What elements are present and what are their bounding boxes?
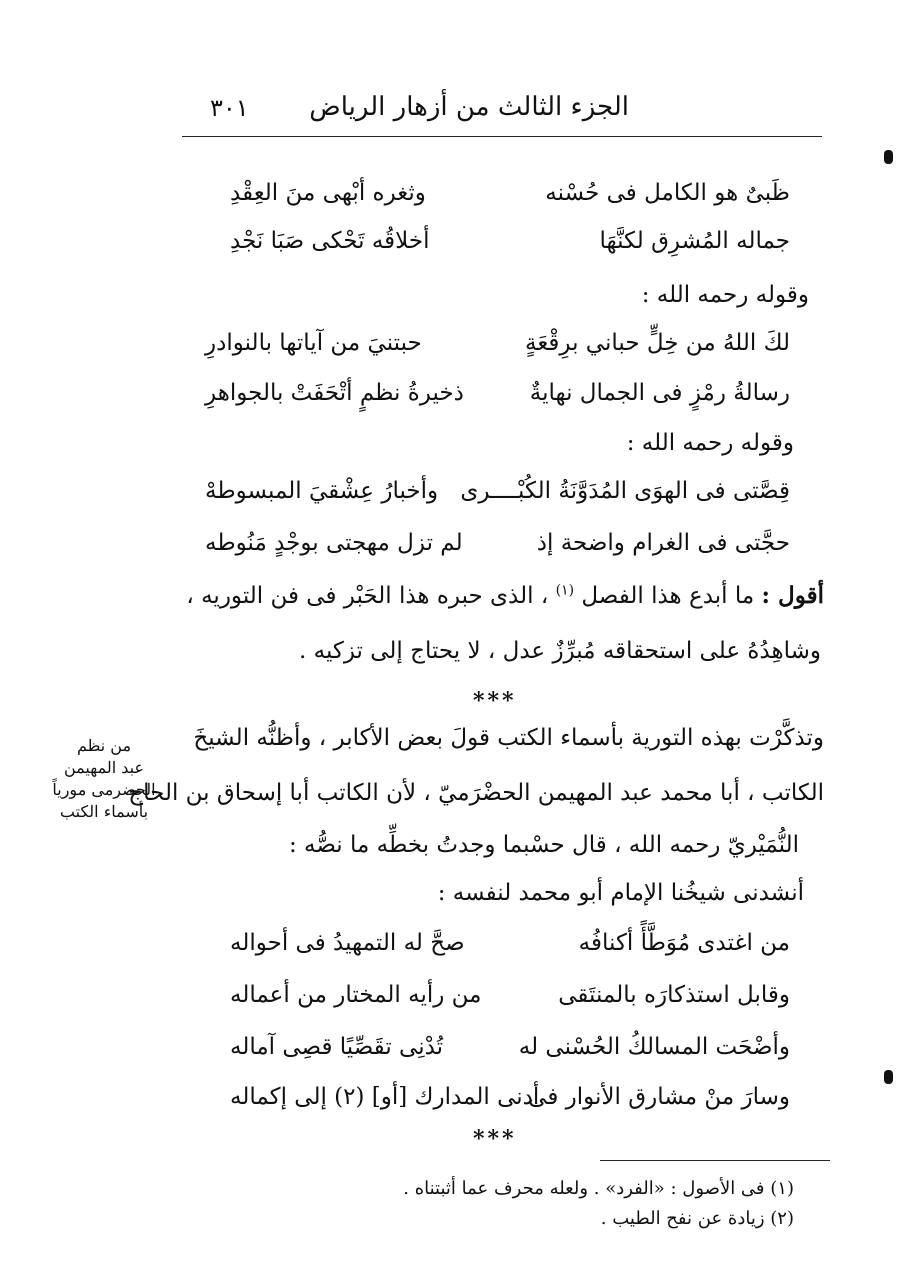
paragraph-text: ما أبدع هذا الفصل: [581, 583, 755, 609]
hemistich-first: من اغتدى مُوَطَّأً أكنافُه: [578, 930, 790, 956]
poem4-verse-3: [230, 1034, 790, 1074]
poem3-verse-1: [205, 478, 790, 518]
running-header: [180, 92, 819, 134]
paragraph-1-line-1: [186, 582, 824, 609]
hemistich-first: قِصَّتى فى الهوَى المُدَوَّنَةُ الكُبْــــرى: [460, 478, 790, 504]
paragraph-1-line-2: وشاهِدُهُ على استحقاقه مُبرِّزٌ عدل ، لا يحتاج إلى تزكيه .: [298, 638, 821, 664]
poem4-verse-4: [230, 1084, 790, 1124]
poem4-verse-1: [230, 930, 790, 970]
hemistich-first: وقابل استذكارَه بالمنتَقى: [558, 982, 790, 1008]
hemistich-first: جماله المُشرِق لكنَّهَا: [599, 228, 790, 254]
paragraph-text: ، الذى حبره هذا الحَبْر فى فن التوريه ،: [186, 583, 549, 609]
intro-line-1: وقوله رحمه الله :: [641, 282, 809, 308]
paragraph-lead: أقول :: [761, 582, 824, 609]
hemistich-second: أخلاقُه تَحْكى صَبَا نَجْدِ: [230, 228, 430, 254]
poem1-verse-2: [230, 228, 790, 268]
poem2-verse-2: [205, 380, 790, 420]
margin-note: [40, 735, 168, 823]
margin-note-line: بأسماء الكتب: [59, 802, 149, 821]
paragraph-2-line-2: الكاتب ، أبا محمد عبد المهيمن الحضْرَميّ ، لأن الكاتب أبا إسحاق بن الحاج: [128, 780, 824, 806]
section-separator-2: ***: [473, 1126, 517, 1152]
hemistich-second: حبتنيَ من آياتها بالنوادرِ: [205, 330, 422, 356]
hemistich-second: لم تزل مهجتى بوجْدٍ مَنُوطه: [205, 530, 463, 556]
header-rule: [182, 136, 822, 137]
hemistich-second: أدنى المدارك [أو] (٢) إلى إكماله: [230, 1084, 540, 1110]
hemistich-second: صحَّ له التمهيدُ فى أحواله: [230, 930, 465, 956]
hemistich-second: وأخبارُ عِشْقيَ المبسوطهْ: [205, 478, 439, 504]
hemistich-second: وثغره أبْهى منَ العِقْدِ: [230, 180, 426, 206]
footnote-rule: [600, 1160, 830, 1161]
header-title: الجزء الثالث من أزهار الرياض: [309, 92, 629, 122]
hemistich-first: ظَبىٌ هو الكامل فى حُسْنه: [545, 180, 790, 206]
intro-line-2: وقوله رحمه الله :: [626, 430, 794, 456]
section-separator: ***: [473, 688, 517, 714]
hemistich-first: رسالةُ رمْزٍ فى الجمال نهايةٌ: [529, 380, 790, 406]
footnote-ref-1: (١): [555, 582, 575, 599]
hemistich-first: حجَّتى فى الغرام واضحة إذ: [536, 530, 790, 556]
poem4-verse-2: [230, 982, 790, 1022]
page-number: ٣٠١: [210, 94, 249, 122]
margin-note-line: عبد المهيمن: [63, 758, 145, 777]
poem3-verse-2: [205, 530, 790, 570]
margin-dot-top: [884, 150, 893, 164]
hemistich-second: من رأيه المختار من أعماله: [230, 982, 482, 1008]
footnote-1: (١) فى الأصول : «الفرد» . ولعله محرف عما أثبتناه .: [403, 1178, 794, 1199]
footnote-2: (٢) زيادة عن نفح الطيب .: [600, 1208, 794, 1229]
hemistich-second: تُدْنِى تقَصِّيًا قصِى آماله: [230, 1034, 444, 1060]
poem1-verse-1: [230, 180, 790, 220]
hemistich-first: لكَ اللهُ من خِلٍّ حباني برِقْعَةٍ: [524, 330, 790, 356]
hemistich-first: وسارَ منْ مشارق الأنوار فى: [528, 1084, 790, 1110]
margin-note-line: الحضرمى مورياً: [52, 780, 156, 799]
paragraph-2-line-3: النُّمَيْريّ رحمه الله ، قال حسْبما وجدتُ بخطِّه ما نصُّه :: [288, 832, 799, 858]
margin-dot-bottom: [884, 1070, 893, 1084]
hemistich-second: ذخيرةُ نظمٍ أتْحَفَتْ بالجواهرِ: [205, 380, 464, 406]
margin-note-line: من نظم: [76, 736, 132, 755]
hemistich-first: وأضْحَت المسالكُ الحُسْنى له: [518, 1034, 790, 1060]
poem2-verse-1: [205, 330, 790, 370]
paragraph-2-line-1: وتذكَّرْت بهذه التورية بأسماء الكتب قولَ بعض الأكابر ، وأظنُّه الشيخَ: [193, 725, 824, 751]
intro-line-3: أنشدنى شيخُنا الإمام أبو محمد لنفسه :: [437, 880, 804, 906]
